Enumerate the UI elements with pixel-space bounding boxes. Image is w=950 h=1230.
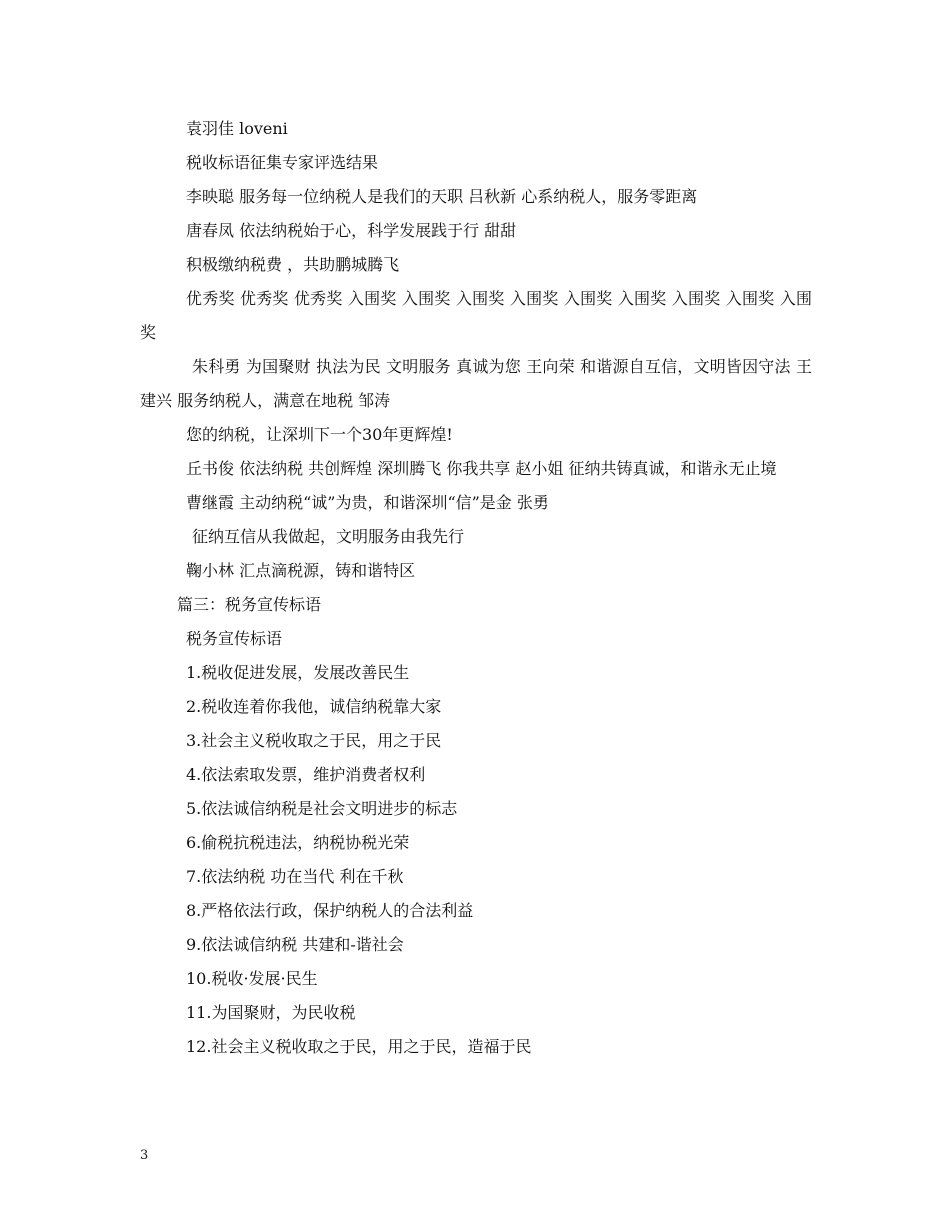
paragraph-entry: 朱科勇 为国聚财 执法为民 文明服务 真诚为您 王向荣 和谐源自互信，文明皆因守法 王建兴 服务纳税人，满意在地税 邹涛 (140, 357, 812, 410)
paragraph-author-line: 袁羽佳 loveni (186, 119, 288, 138)
slogan-item: 4.依法索取发票，维护消费者权利 (186, 765, 426, 784)
paragraph-entry: 曹继霞 主动纳税“诚”为贵，和谐深圳“信”是金 张勇 (186, 493, 549, 512)
slogan-item: 1.税收促进发展，发展改善民生 (186, 663, 410, 682)
slogan-item: 10.税收·发展·民生 (186, 969, 318, 988)
paragraph-entry: 李映聪 服务每一位纳税人是我们的天职 吕秋新 心系纳税人，服务零距离 (186, 187, 698, 206)
slogan-item: 2.税收连着你我他，诚信纳税靠大家 (186, 697, 442, 716)
page-number: 3 (140, 1148, 149, 1163)
paragraph-results-heading: 税收标语征集专家评选结果 (186, 153, 379, 172)
slogan-item: 9.依法诚信纳税 共建和-谐社会 (186, 935, 404, 954)
section-subheading: 税务宣传标语 (186, 629, 283, 648)
document-body (140, 112, 812, 1064)
slogan-item: 6.偷税抗税违法，纳税协税光荣 (186, 833, 410, 852)
slogan-item: 12.社会主义税收取之于民，用之于民，造福于民 (186, 1037, 532, 1056)
slogan-item: 8.严格依法行政，保护纳税人的合法利益 (186, 901, 474, 920)
paragraph-entry: 鞠小林 汇点滴税源，铸和谐特区 (186, 561, 416, 580)
slogan-item: 11.为国聚财，为民收税 (186, 1003, 356, 1022)
paragraph-entry: 唐春凤 依法纳税始于心，科学发展践于行 甜甜 (186, 221, 517, 240)
section-heading: 篇三：税务宣传标语 (177, 595, 322, 614)
slogan-item: 7.依法纳税 功在当代 利在千秋 (186, 867, 404, 886)
paragraph-entry: 丘书俊 依法纳税 共创辉煌 深圳腾飞 你我共享 赵小姐 征纳共铸真诚，和谐永无止境 (186, 459, 777, 478)
paragraph-entry: 您的纳税，让深圳下一个30年更辉煌! (186, 425, 453, 444)
paragraph-entry: 积极缴纳税费 ，共助鹏城腾飞 (186, 255, 400, 274)
slogan-item: 3.社会主义税收取之于民，用之于民 (186, 731, 442, 750)
paragraph-entry: 征纳互信从我做起，文明服务由我先行 (192, 527, 465, 546)
paragraph-awards: 优秀奖 优秀奖 优秀奖 入围奖 入围奖 入围奖 入围奖 入围奖 入围奖 入围奖 入围奖 入围奖 (140, 289, 812, 342)
slogan-item: 5.依法诚信纳税是社会文明进步的标志 (186, 799, 458, 818)
